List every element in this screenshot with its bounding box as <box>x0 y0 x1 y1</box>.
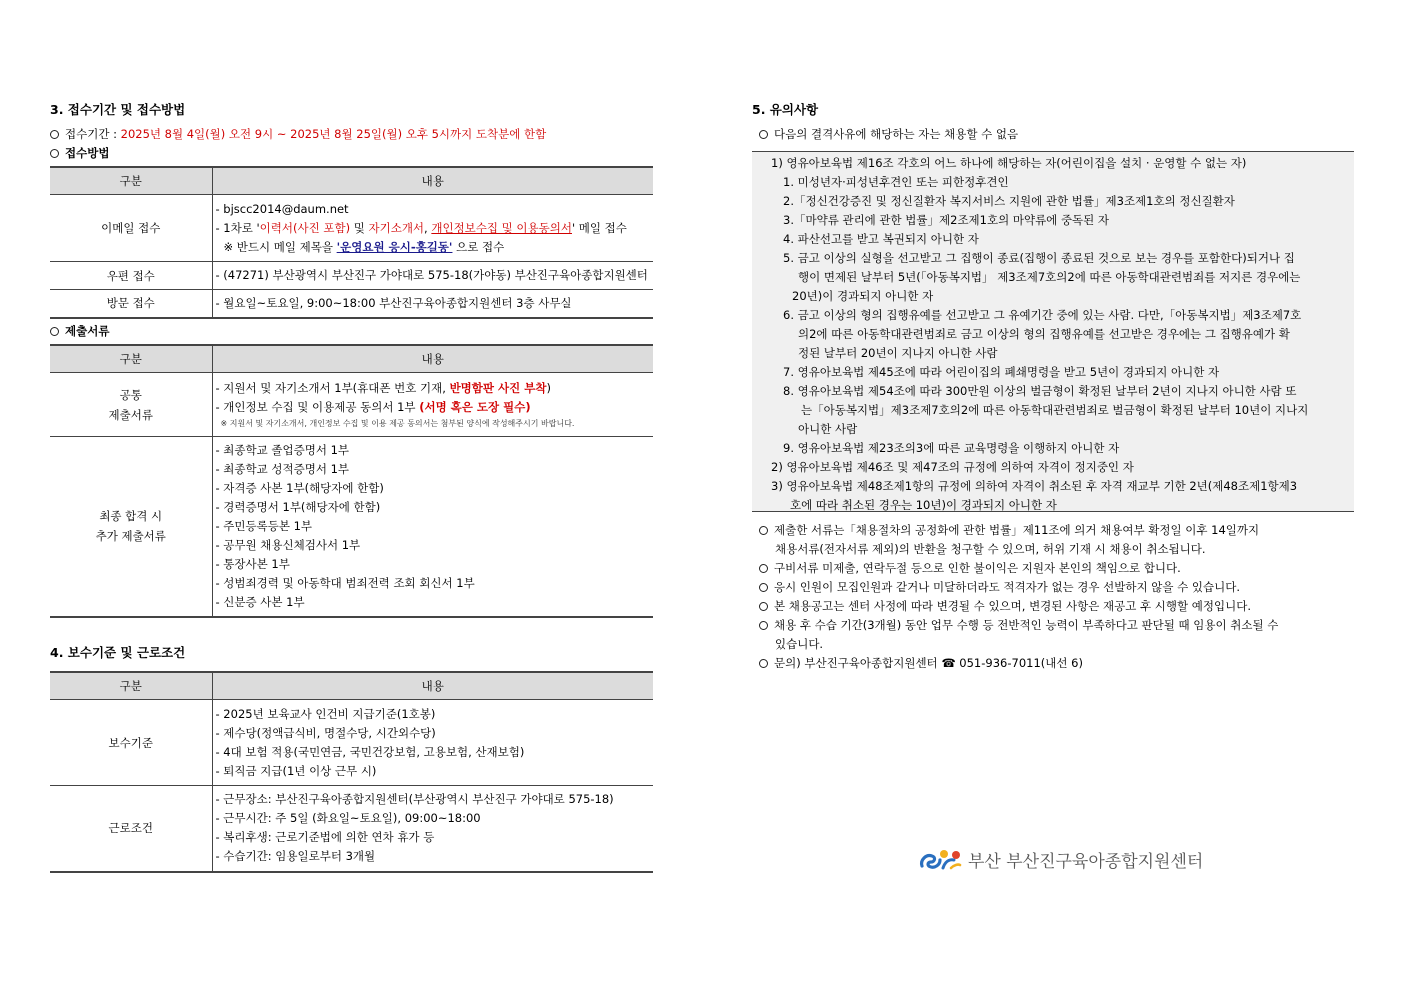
docs-line <box>50 323 109 339</box>
box-line: 5. 금고 이상의 실형을 선고받고 그 집행이 종료(집행이 종료된 것으로 보는 경우를 포함한다)되거나 집 <box>783 251 1295 265</box>
email-subject-note: ※ 반드시 메일 제목을 '운영요원 응시-홍길동' 으로 접수 <box>223 239 505 254</box>
pay-item: - 2025년 보육교사 인건비 지급기준(1호봉) <box>215 706 436 721</box>
table-header: 구분 <box>50 672 212 700</box>
work-label: 근로조건 <box>50 786 212 872</box>
circle-bullet-icon <box>759 564 768 573</box>
section5-intro: 다음의 결격사유에 해당하는 자는 채용할 수 없음 <box>759 126 1018 142</box>
pay-item: - 제수당(정액급식비, 명절수당, 시간외수당) <box>215 725 436 740</box>
center-logo-icon <box>918 846 962 872</box>
pay-item: - 4대 보험 적용(국민연금, 국민건강보험, 고용보험, 산재보험) <box>215 744 525 759</box>
box-line: 의2에 따른 아동학대관련범죄로 금고 이상의 형의 집행유예를 선고받은 경우에는 그 집행유예가 확 <box>798 327 1290 341</box>
final-item: - 자격증 사본 1부(해당자에 한함) <box>215 480 384 495</box>
note-item: 제출한 서류는「채용절차의 공정화에 관한 법률」제11조에 의거 채용여부 확정일 이후 14일까지 <box>759 522 1259 538</box>
method-label: 접수방법 <box>65 146 110 160</box>
final-item: - 경력증명서 1부(해당자에 한함) <box>215 499 381 514</box>
circle-bullet-icon <box>759 659 768 668</box>
center-logo-text: 부산 부산진구육아종합지원센터 <box>968 851 1204 872</box>
work-item: - 복리후생: 근로기준법에 의한 연차 휴가 등 <box>215 830 435 845</box>
table-header: 내용 <box>212 345 653 373</box>
box-line: 1) 영유아보육법 제16조 각호의 어느 하나에 해당하는 자(어린이집을 설치 · 운영할 수 없는 자) <box>771 156 1247 170</box>
work-item: - 근무장소: 부산진구육아종합지원센터(부산광역시 부산진구 가야대로 575-18) <box>215 792 614 807</box>
note-item: 본 채용공고는 센터 사정에 따라 변경될 수 있으며, 변경된 사항은 재공고 후 시행할 예정입니다. <box>759 598 1251 614</box>
table-row <box>50 700 653 786</box>
box-line: 3) 영유아보육법 제48조제1항의 규정에 의하여 자격이 취소된 후 자격 재교부 기한 2년(제48조제1항제3 <box>771 479 1298 493</box>
table-row <box>50 290 653 318</box>
box-line: 9. 영유아보육법 제23조의3에 따른 교육명령을 이행하지 아니한 자 <box>783 441 1120 455</box>
circle-bullet-icon <box>759 621 768 630</box>
period-value: 2025년 8월 4일(월) 오전 9시 ~ 2025년 8월 25일(월) 오후 5시까지 도착분에 한함 <box>120 127 547 141</box>
note-item: 채용 후 수습 기간(3개월) 동안 업무 수행 등 전반적인 능력이 부족하다고 판단될 때 임용이 취소될 수 <box>759 617 1278 633</box>
final-item: - 공무원 채용신체검사서 1부 <box>215 537 361 552</box>
method-table <box>50 166 653 319</box>
final-item: - 주민등록등본 1부 <box>215 518 313 533</box>
common-item: - 지원서 및 자기소개서 1부(휴대폰 번호 기재, 반명함판 사진 부착) <box>215 380 551 395</box>
table-row <box>50 437 653 617</box>
table-row <box>50 786 653 872</box>
consent-form-link[interactable]: 개인정보수집 및 이용동의서 <box>431 220 572 235</box>
table-header: 내용 <box>212 672 653 700</box>
table-row <box>50 195 653 262</box>
box-line: 는「아동복지법」제3조제7호의2에 따른 아동학대관련범죄로 벌금형이 확정된 날부터 10년이 지나지 <box>801 403 1309 417</box>
circle-bullet-icon <box>759 130 768 139</box>
work-item: - 수습기간: 임용일로부터 3개월 <box>215 849 376 864</box>
box-line: 정된 날부터 20년이 지나지 아니한 사람 <box>798 346 998 360</box>
circle-bullet-icon <box>759 583 768 592</box>
post-label: 우편 접수 <box>50 262 212 290</box>
box-line: 3.「마약류 관리에 관한 법률」제2조제1호의 마약류에 중독된 자 <box>783 213 1110 227</box>
section3-title: 3. 접수기간 및 접수방법 <box>50 102 186 117</box>
docs-table <box>50 344 653 618</box>
box-line: 20년)이 경과되지 아니한 자 <box>792 289 934 303</box>
final-item: - 통장사본 1부 <box>215 556 290 571</box>
circle-bullet-icon <box>759 526 768 535</box>
note-item: 응시 인원이 모집인원과 같거나 미달하더라도 적격자가 없는 경우 선발하지 않을 수 있습니다. <box>759 579 1240 595</box>
box-line: 1. 미성년자·피성년후견인 또는 피한정후견인 <box>783 175 1009 189</box>
box-line: 7. 영유아보육법 제45조에 따라 어린이집의 폐쇄명령을 받고 5년이 경과되지 아니한 자 <box>783 365 1220 379</box>
post-value: - (47271) 부산광역시 부산진구 가야대로 575-18(가야동) 부산진구육아종합지원센터 <box>215 268 648 282</box>
box-line: 4. 파산선고를 받고 복권되지 아니한 자 <box>783 232 979 246</box>
table-header: 구분 <box>50 345 212 373</box>
note-item: 채용서류(전자서류 제외)의 반환을 청구할 수 있으며, 허위 기재 시 채용이 취소됩니다. <box>775 542 1206 556</box>
final-item: - 성범죄경력 및 아동학대 범죄전력 조회 회신서 1부 <box>215 575 475 590</box>
work-item: - 근무시간: 주 5일 (화요일~토요일), 09:00~18:00 <box>215 811 481 826</box>
period-label: 접수기간 : <box>65 127 117 141</box>
section5-title: 5. 유의사항 <box>752 102 819 117</box>
common-label: 공통 제출서류 <box>50 373 212 437</box>
disqualification-box <box>752 151 1354 512</box>
table-header: 구분 <box>50 167 212 195</box>
common-note: ※ 지원서 및 자기소개서, 개인정보 수집 및 이용 제공 동의서는 첨부된 양식에 작성해주시기 바랍니다. <box>220 418 575 428</box>
section4-title: 4. 보수기준 및 근로조건 <box>50 645 186 660</box>
email-instruction: - 1차로 '이력서(사진 포함) 및 자기소개서, 개인정보수집 및 이용동의서' 메일 접수 <box>215 220 627 235</box>
box-line: 2) 영유아보육법 제46조 및 제47조의 규정에 의하여 자격이 정지중인 자 <box>771 460 1134 474</box>
email-address[interactable]: - bjscc2014@daum.net <box>215 201 349 216</box>
circle-bullet-icon <box>50 130 59 139</box>
circle-bullet-icon <box>759 602 768 611</box>
method-line <box>50 145 109 161</box>
circle-bullet-icon <box>50 149 59 158</box>
box-line: 2.「정신건강증진 및 정신질환자 복지서비스 지원에 관한 법률」제3조제1호의 정신질환자 <box>783 194 1235 208</box>
table-header: 내용 <box>212 167 653 195</box>
pay-table <box>50 671 653 873</box>
box-line: 호에 따라 취소된 경우는 10년)이 경과되지 아니한 자 <box>790 498 1057 512</box>
common-item: - 개인정보 수집 및 이용제공 동의서 1부 (서명 혹은 도장 필수) <box>215 399 531 414</box>
pay-item: - 퇴직금 지급(1년 이상 근무 시) <box>215 763 377 778</box>
email-label: 이메일 접수 <box>50 195 212 262</box>
final-item: - 최종학교 성적증명서 1부 <box>215 461 350 476</box>
docs-label: 제출서류 <box>65 324 110 338</box>
box-line: 행이 면제된 날부터 5년(「아동복지법」 제3조제7호의2에 따른 아동학대관련범죄를 저지른 경우에는 <box>798 270 1301 284</box>
center-logo <box>918 846 1203 872</box>
table-row <box>50 373 653 437</box>
box-line: 아니한 사람 <box>798 422 858 436</box>
contact-line: 문의) 부산진구육아종합지원센터 ☎ 051-936-7011(내선 6) <box>759 655 1083 671</box>
period-line <box>50 126 546 142</box>
email-subject-example: '운영요원 응시-홍길동' <box>336 239 453 254</box>
circle-bullet-icon <box>50 327 59 336</box>
final-item: - 신분증 사본 1부 <box>215 594 305 609</box>
note-item: 있습니다. <box>775 637 824 651</box>
box-line: 6. 금고 이상의 형의 집행유예를 선고받고 그 유예기간 중에 있는 사람. 다만,「아동복지법」제3조제7호 <box>783 308 1302 322</box>
box-line: 8. 영유아보육법 제54조에 따라 300만원 이상의 벌금형이 확정된 날부터 2년이 지나지 아니한 사람 또 <box>783 384 1297 398</box>
final-label: 최종 합격 시 추가 제출서류 <box>50 437 212 617</box>
final-item: - 최종학교 졸업증명서 1부 <box>215 442 350 457</box>
pay-label: 보수기준 <box>50 700 212 786</box>
visit-label: 방문 접수 <box>50 290 212 318</box>
note-item: 구비서류 미제출, 연락두절 등으로 인한 불이익은 지원자 본인의 책임으로 합니다. <box>759 560 1181 576</box>
visit-value: - 월요일~토요일, 9:00~18:00 부산진구육아종합지원센터 3층 사무실 <box>215 295 572 310</box>
table-row <box>50 262 653 290</box>
